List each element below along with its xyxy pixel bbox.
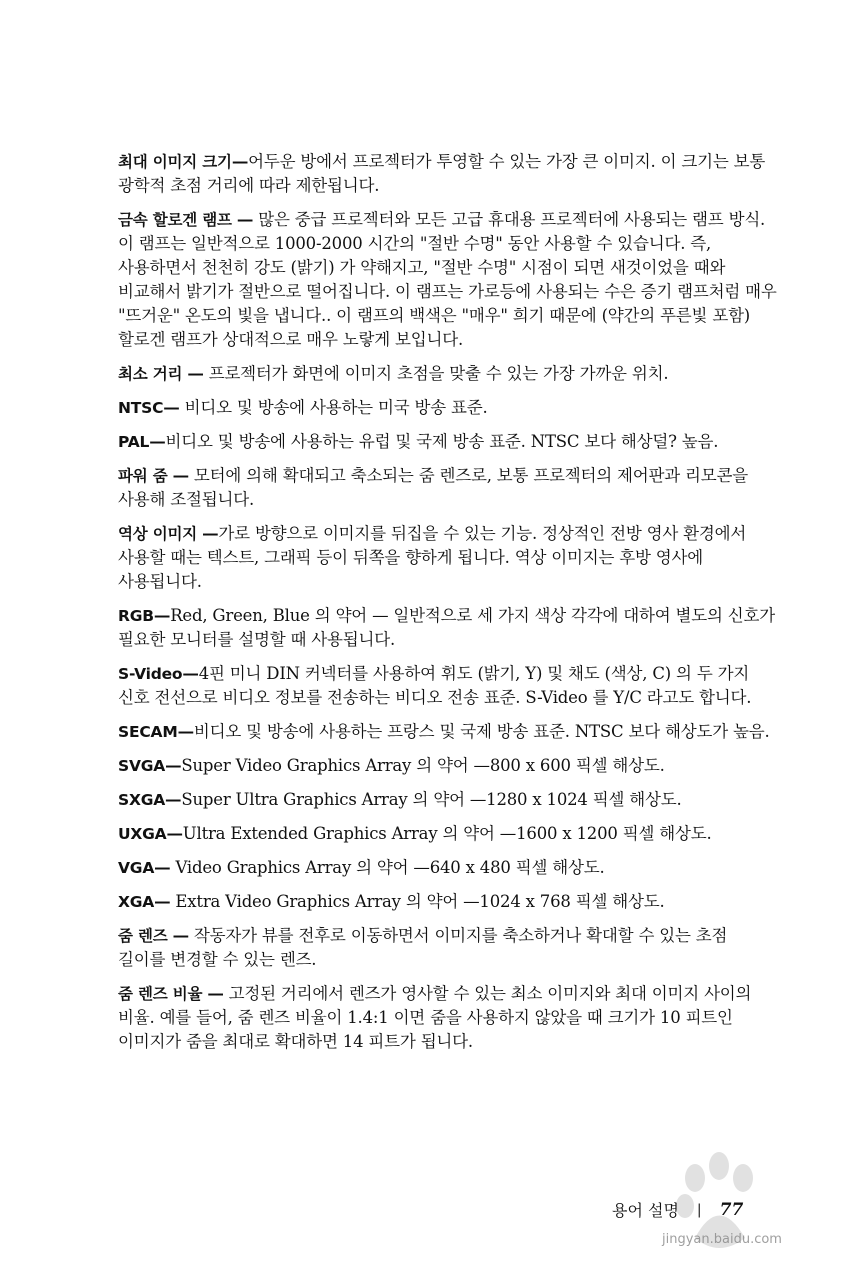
term-dash: — [187, 364, 204, 383]
glossary-entry [118, 604, 778, 652]
glossary-entry [118, 208, 778, 352]
glossary-term: UXGA [118, 825, 167, 843]
glossary-entry [118, 662, 778, 710]
glossary-term: RGB [118, 607, 154, 625]
term-dash: — [231, 152, 249, 171]
glossary-definition: 프로젝터가 화면에 이미지 초점을 맞출 수 있는 가장 가까운 위치. [203, 364, 669, 383]
glossary-term: NTSC [118, 399, 164, 417]
glossary-definition: 어두운 방에서 프로젝터가 투영할 수 있는 가장 큰 이미지. 이 크기는 보통 광학적 초점 거리에 따라 제한됩니다. [118, 152, 766, 195]
glossary-entry [118, 924, 778, 972]
glossary-term: VGA [118, 859, 155, 877]
glossary-definition: 작동자가 뷰를 전후로 이동하면서 이미지를 축소하거나 확대할 수 있는 초점 길이를 변경할 수 있는 렌즈. [118, 926, 728, 969]
glossary-definition: Super Ultra Graphics Array 의 약어 —1280 x 1024 픽셀 해상도. [181, 790, 682, 809]
glossary-definition: 고정된 거리에서 렌즈가 영사할 수 있는 최소 이미지와 최대 이미지 사이의 비율. 예를 들어, 줌 렌즈 비율이 1.4:1 이면 줌을 사용하지 않았을 때 크기가 10 피트인 이미지가 줌을 최대로 확대하면 14 피트가 됩니다. [118, 984, 752, 1051]
glossary-entry [118, 822, 778, 846]
glossary-definition: Super Video Graphics Array 의 약어 —800 x 600 픽셀 해상도. [181, 756, 665, 775]
glossary-term: 금속 할로겐 램프 [118, 211, 232, 229]
glossary-entry [118, 754, 778, 778]
glossary-term: 최대 이미지 크기 [118, 153, 232, 171]
glossary-entry [118, 464, 778, 512]
glossary-entry [118, 890, 778, 914]
term-dash: — [154, 858, 171, 877]
glossary-entry [118, 856, 778, 880]
term-dash: — [154, 892, 171, 911]
glossary-definition: Video Graphics Array 의 약어 —640 x 480 픽셀 해상도. [170, 858, 605, 877]
watermark-url: jingyan.baidu.com [662, 1232, 782, 1247]
glossary-term: SECAM [118, 723, 178, 741]
term-dash: — [163, 398, 180, 417]
page-footer [612, 1198, 743, 1221]
glossary-definition: Ultra Extended Graphics Array 의 약어 —1600 x 1200 픽셀 해상도. [182, 824, 712, 843]
glossary-entry [118, 720, 778, 744]
footer-section-title: 용어 설명 [612, 1201, 679, 1220]
glossary-entry [118, 150, 778, 198]
term-dash: — [165, 756, 182, 775]
glossary-term: 역상 이미지 [118, 525, 198, 543]
glossary-entry [118, 362, 778, 386]
glossary-definition: 모터에 의해 확대되고 축소되는 줌 렌즈로, 보통 프로젝터의 제어판과 리모콘을 사용해 조절됩니다. [118, 466, 749, 509]
glossary-term: 파워 줌 [118, 467, 168, 485]
glossary-entry [118, 396, 778, 420]
glossary-term: 최소 거리 [118, 365, 183, 383]
term-dash: — [172, 926, 189, 945]
glossary-definition: 비디오 및 방송에 사용하는 프랑스 및 국제 방송 표준. NTSC 보다 해상도가 높음. [193, 722, 770, 741]
glossary-term: S-Video [118, 665, 183, 683]
page-number: 77 [719, 1199, 744, 1220]
glossary-definition: Extra Video Graphics Array 의 약어 —1024 x 768 픽셀 해상도. [170, 892, 665, 911]
footer-separator: | [696, 1201, 702, 1218]
term-dash: — [149, 432, 166, 451]
term-dash: — [202, 524, 219, 543]
term-dash: — [207, 984, 224, 1003]
glossary-definition: 비디오 및 방송에 사용하는 미국 방송 표준. [179, 398, 488, 417]
glossary-term: PAL [118, 433, 150, 451]
glossary-entry [118, 522, 778, 594]
glossary-entry [118, 788, 778, 812]
glossary-definition: 비디오 및 방송에 사용하는 유럽 및 국제 방송 표준. NTSC 보다 해상덜? 높음. [165, 432, 719, 451]
term-dash: — [166, 824, 183, 843]
glossary-definition: Red, Green, Blue 의 약어 — 일반적으로 세 가지 색상 각각에 대하여 별도의 신호가 필요한 모니터를 설명할 때 사용됩니다. [118, 606, 776, 649]
glossary-term: SVGA [118, 757, 166, 775]
term-dash: — [165, 790, 182, 809]
glossary-definition: 많은 중급 프로젝터와 모든 고급 휴대용 프로젝터에 사용되는 램프 방식. 이 램프는 일반적으로 1000-2000 시간의 "절반 수명" 동안 사용할 수 있습니다. 즉, 사용하면서 천천히 강도 (밝기) 가 약해지고, "절반 수명" 시점이 되면 새것이었을 때와 비교해서 밝기가 절반으로 떨어집니다. 이 램프는 가로등에 사용되는 수은 증기 램프처럼 매우 "뜨거운" 온도의 빛을 냅니다.. 이 램프의 백색은 "매우" 희기 때문에 (약간의 푸른빛 포함) 할로겐 램프가 상대적으로 매우 노랗게 보입니다. [118, 210, 777, 349]
glossary-term: XGA [118, 893, 155, 911]
glossary-term: 줌 렌즈 비율 [118, 985, 203, 1003]
term-dash: — [177, 722, 194, 741]
glossary-definition: 가로 방향으로 이미지를 뒤집을 수 있는 기능. 정상적인 전방 영사 환경에서 사용할 때는 텍스트, 그래픽 등이 뒤쪽을 향하게 됩니다. 역상 이미지는 후방 영사에 사용됩니다. [118, 524, 747, 591]
term-dash: — [182, 664, 199, 683]
glossary-term: SXGA [118, 791, 166, 809]
glossary-definition: 4핀 미니 DIN 커넥터를 사용하여 휘도 (밝기, Y) 및 채도 (색상, C) 의 두 가지 신호 전선으로 비디오 정보를 전송하는 비디오 전송 표준. S-Video 를 Y/C 라고도 합니다. [118, 664, 752, 707]
glossary-entry [118, 430, 778, 454]
glossary-term: 줌 렌즈 [118, 927, 168, 945]
term-dash: — [236, 210, 254, 229]
glossary-content [118, 150, 778, 1064]
glossary-entry [118, 982, 778, 1054]
term-dash: — [153, 606, 171, 625]
term-dash: — [172, 466, 189, 485]
